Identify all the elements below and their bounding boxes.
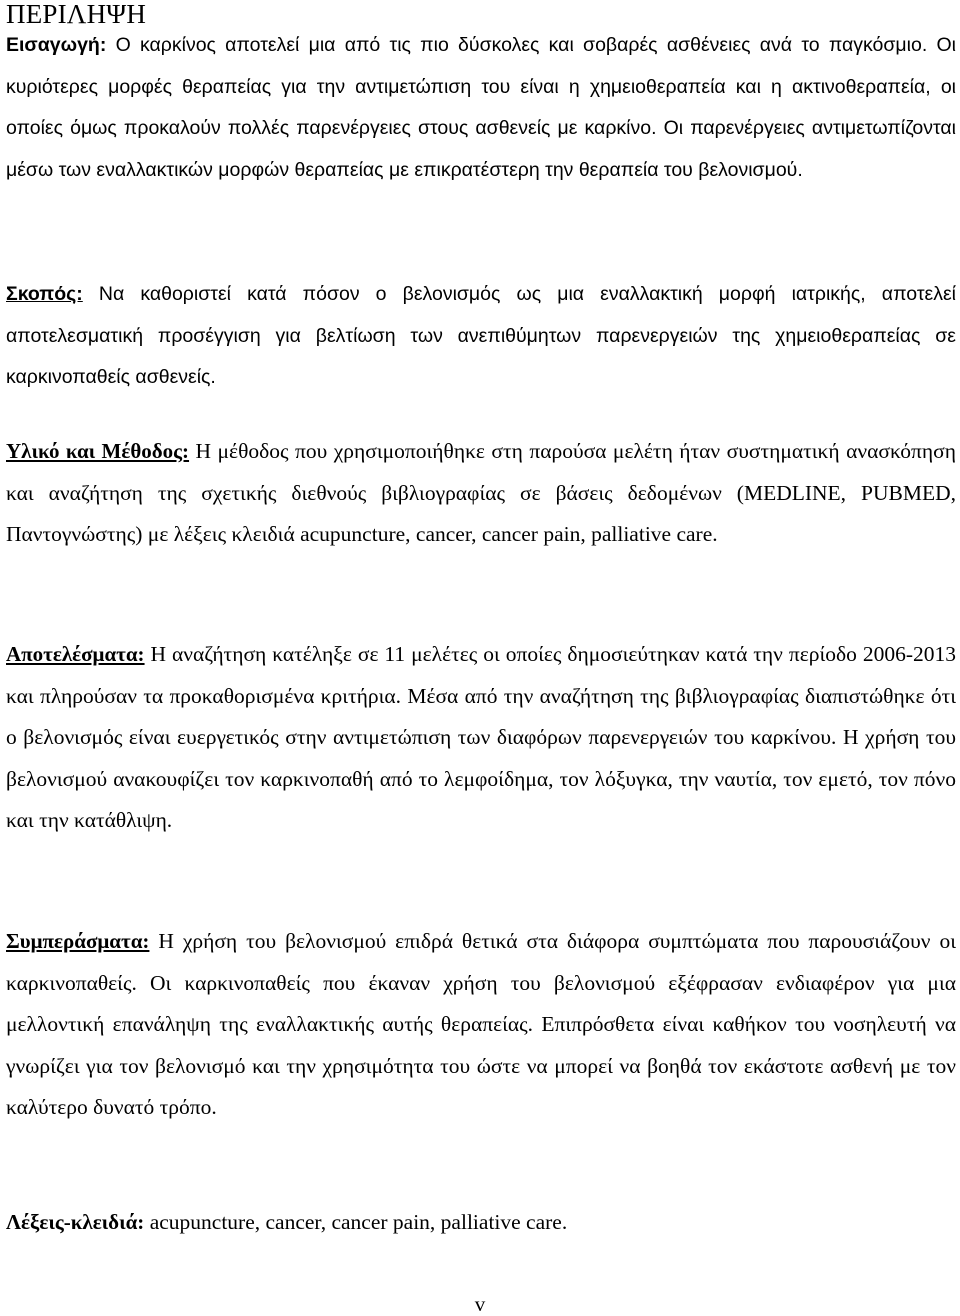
results-paragraph [6, 634, 956, 842]
conclusions-text: Η χρήση του βελονισμού επιδρά θετικά στα διάφορα συμπτώματα που παρουσιάζουν οι καρκινοπαθείς. Οι καρκινοπαθείς που έκαναν χρήση του βελονισμού εξέφρασαν ενδιαφέρον για μια μελλοντική επανάληψη της εναλλακτικής αυτής θεραπείας. Επιπρόσθετα είναι καθήκον του νοσηλευτή να γνωρίζει για τον βελονισμό και την χρησιμότητα του ώστε να μπορεί να βοηθά τον εκάστοτε ασθενή με τον καλύτερο δυνατό τρόπο. [6, 929, 956, 1119]
intro-label: Εισαγωγή: [6, 34, 107, 56]
results-label: Αποτελέσματα: [6, 642, 145, 666]
keywords-text: acupuncture, cancer, cancer pain, palliative care. [144, 1210, 568, 1234]
abstract-title: ΠΕΡΙΛΗΨΗ [6, 0, 147, 29]
page-number: v [474, 1292, 486, 1316]
aim-text: Να καθοριστεί κατά πόσον ο βελονισμός ως μια εναλλακτική μορφή ιατρικής, αποτελεί αποτελεσματική προσέγγιση για βελτίωση των ανεπιθύμητων παρενεργειών της χημειοθεραπείας σε καρκινοπαθείς ασθενείς. [6, 283, 956, 388]
method-label: Υλικό και Μέθοδος: [6, 439, 190, 463]
aim-paragraph [6, 274, 956, 399]
aim-label: Σκοπός: [6, 283, 83, 305]
keywords-paragraph [6, 1202, 956, 1244]
method-text: Η μέθοδος που χρησιμοποιήθηκε στη παρούσα μελέτη ήταν συστηματική ανασκόπηση και αναζήτηση της σχετικής διεθνούς βιβλιογραφίας σε βάσεις δεδομένων (MEDLINE, PUBMED, Παντογνώστης) με λέξεις κλειδιά acupuncture, cancer, cancer pain, palliative care. [6, 439, 956, 546]
method-paragraph [6, 431, 956, 556]
conclusions-paragraph [6, 921, 956, 1129]
document-page [6, 0, 956, 1234]
results-text: Η αναζήτηση κατέληξε σε 11 μελέτες οι οποίες δημοσιεύτηκαν κατά την περίοδο 2006-2013 και πληρούσαν τα προκαθορισμένα κριτήρια. Μέσα από την αναζήτηση της βιβλιογραφίας διαπιστώθηκε ότι ο βελονισμός είναι ευεργετικός στην αντιμετώπιση των διαφόρων παρενεργειών του καρκίνου. Η χρήση του βελονισμού ανακουφίζει τον καρκινοπαθή από το λεμφοίδημα, τον λόξυγκα, την ναυτία, τον εμετό, τον πόνο και την κατάθλιψη. [6, 642, 956, 832]
conclusions-label: Συμπεράσματα: [6, 929, 150, 953]
intro-paragraph [6, 25, 956, 191]
intro-text: Ο καρκίνος αποτελεί μια από τις πιο δύσκολες και σοβαρές ασθένειες ανά το παγκόσμιο. Οι κυριότερες μορφές θεραπείας για την αντιμετώπιση του είναι η χημειοθεραπεία και η ακτινοθεραπεία, οι οποίες όμως προκαλούν πολλές παρενέργειες στους ασθενείς με καρκίνο. Οι παρενέργειες αντιμετωπίζονται μέσω των εναλλακτικών μορφών θεραπείας με επικρατέστερη την θεραπεία του βελονισμού. [6, 34, 956, 181]
keywords-label: Λέξεις-κλειδιά: [6, 1210, 145, 1234]
